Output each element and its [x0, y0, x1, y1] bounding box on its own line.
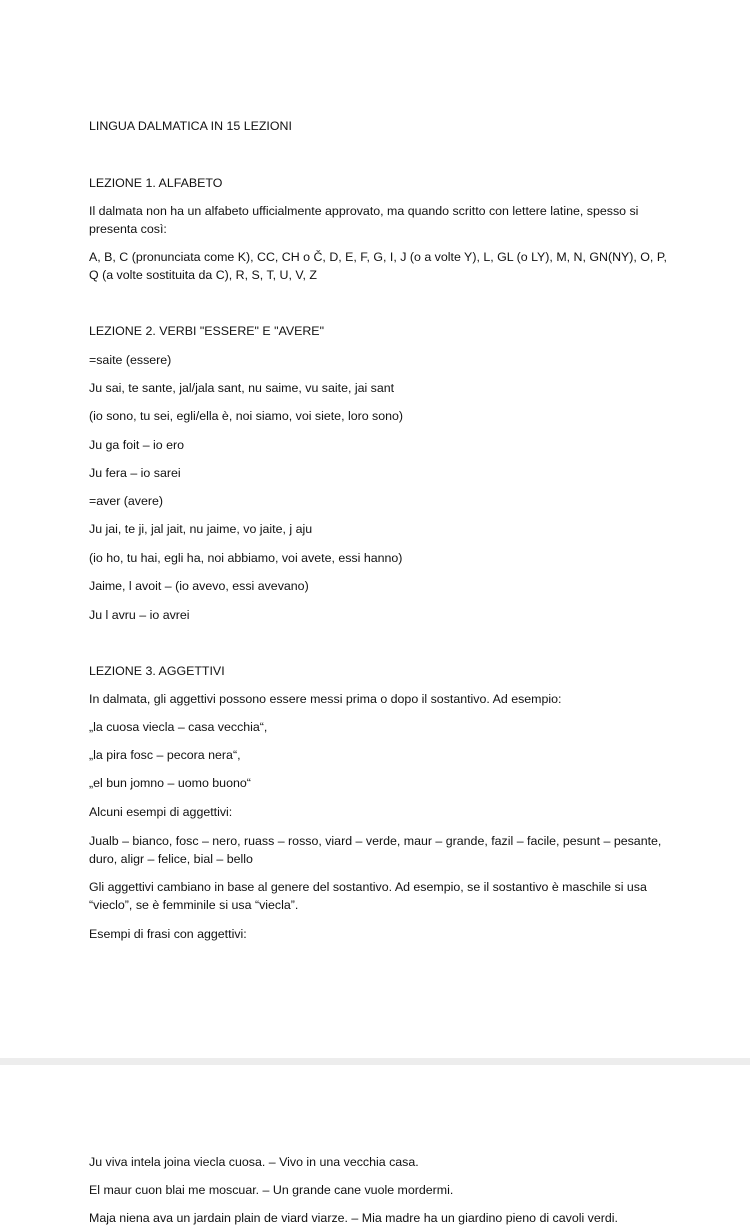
lesson-3-example: „la pira fosc – pecora nera“, [89, 748, 241, 762]
lesson-3-gender-note: Gli aggettivi cambiano in base al genere del sostantivo. Ad esempio, se il sostantivo è maschile si usa “vieclo”, se è femminile si usa “viecla”. [89, 880, 647, 912]
lesson-1-alphabet: A, B, C (pronunciata come K), CC, CH o Č, D, E, F, G, I, J (o a volte Y), L, GL (o LY), M, N, GN(NY), O, P, Q (a volte sostituita da C), R, S, T, U, V, Z [89, 250, 667, 282]
page-separator [0, 1058, 750, 1065]
lesson-2-line: (io ho, tu hai, egli ha, noi abbiamo, voi avete, essi hanno) [89, 551, 403, 565]
lesson-1-heading: LEZIONE 1. ALFABETO [89, 176, 223, 190]
lesson-2-line: Ju l avru – io avrei [89, 608, 190, 622]
lesson-2-line: Jaime, l avoit – (io avevo, essi avevano) [89, 579, 309, 593]
lesson-3-heading: LEZIONE 3. AGGETTIVI [89, 664, 225, 678]
lesson-3-sentence: Maja niena ava un jardain plain de viard viarze. – Mia madre ha un giardino pieno di cavoli verdi. [89, 1211, 618, 1225]
lesson-3-sentence: Ju viva intela joina viecla cuosa. – Vivo in una vecchia casa. [89, 1155, 419, 1169]
lesson-2-line: Ju fera – io sarei [89, 466, 181, 480]
lesson-2-line: Ju jai, te ji, jal jait, nu jaime, vo jaite, j aju [89, 522, 313, 536]
lesson-2-line: (io sono, tu sei, egli/ella è, noi siamo, voi siete, loro sono) [89, 409, 404, 423]
document-title: LINGUA DALMATICA IN 15 LEZIONI [89, 119, 292, 133]
lesson-2-line: Ju sai, te sante, jal/jala sant, nu saime, vu saite, jai sant [89, 381, 395, 395]
lesson-3-intro: In dalmata, gli aggettivi possono essere messi prima o dopo il sostantivo. Ad esempio: [89, 692, 562, 706]
lesson-3-adjectives: Jualb – bianco, fosc – nero, ruass – rosso, viard – verde, maur – grande, fazil – facile, pesunt – pesante, duro, aligr – felice, bial – bello [89, 834, 662, 866]
lesson-3-example: „la cuosa viecla – casa vecchia“, [89, 720, 268, 734]
lesson-3-some-examples-label: Alcuni esempi di aggettivi: [89, 805, 233, 819]
lesson-2-line: =aver (avere) [89, 494, 164, 508]
document-page-2 [0, 1065, 750, 1232]
lesson-3-example: „el bun jomno – uomo buono“ [89, 776, 251, 790]
lesson-1-intro: Il dalmata non ha un alfabeto ufficialmente approvato, ma quando scritto con lettere latine, spesso si presenta così: [89, 204, 639, 236]
lesson-2-heading: LEZIONE 2. VERBI "ESSERE" E "AVERE" [89, 324, 324, 338]
lesson-3-sentences-label: Esempi di frasi con aggettivi: [89, 927, 247, 941]
lesson-3-sentence: El maur cuon blai me moscuar. – Un grande cane vuole mordermi. [89, 1183, 454, 1197]
lesson-2-line: Ju ga foit – io ero [89, 438, 185, 452]
lesson-2-line: =saite (essere) [89, 353, 172, 367]
